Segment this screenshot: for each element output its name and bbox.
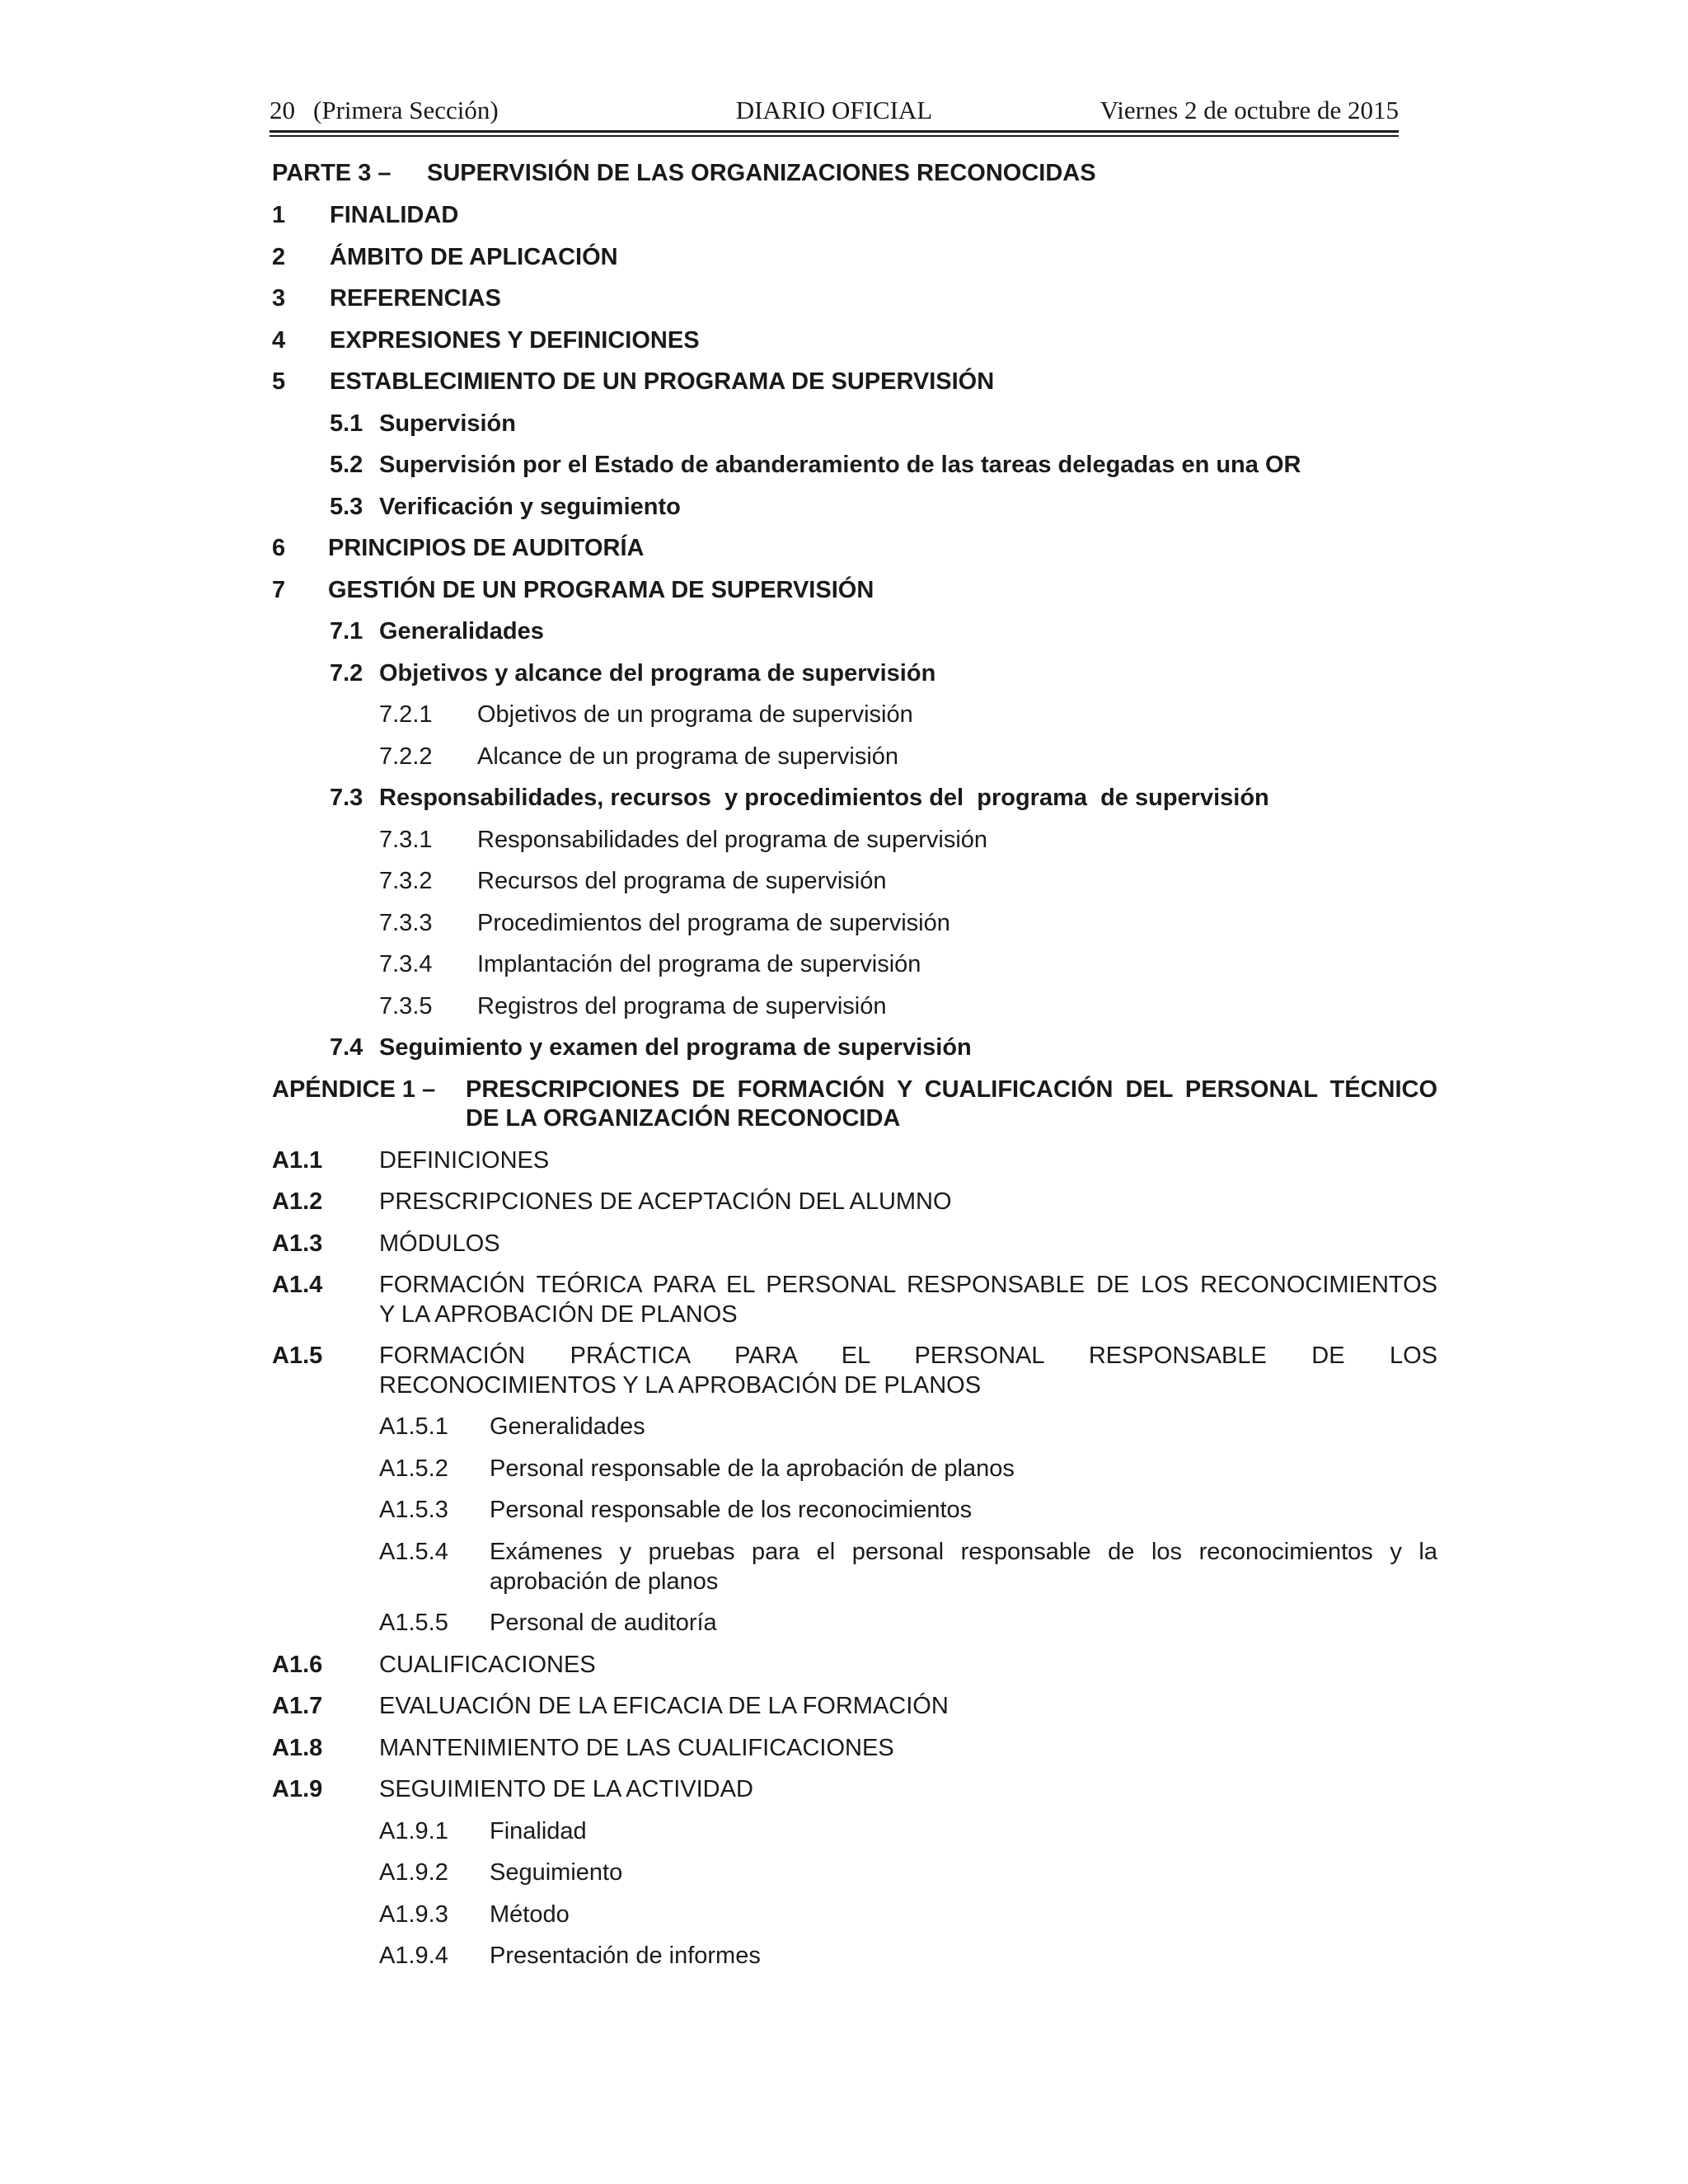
toc-number: 7.3.3 (379, 910, 433, 936)
toc-entry: Finalidad (490, 1818, 587, 1844)
toc-number: 7.2.2 (379, 743, 433, 770)
toc-number: A1.9.4 (379, 1943, 448, 1969)
toc-number: A1.1 (272, 1147, 323, 1174)
toc-number: A1.9.1 (379, 1818, 448, 1844)
toc-number: 4 (272, 327, 286, 354)
toc-entry: CUALIFICACIONES (379, 1652, 596, 1678)
toc-heading: Verificación y seguimiento (379, 494, 681, 520)
toc-number: 5.2 (330, 452, 363, 478)
toc-entry-line2: Y LA APROBACIÓN DE PLANOS (379, 1301, 738, 1328)
publication-name: DIARIO OFICIAL (735, 96, 933, 124)
toc-heading: PRINCIPIOS DE AUDITORÍA (328, 535, 645, 561)
toc-entry-line2: aprobación de planos (490, 1568, 719, 1595)
toc-number: A1.5 (272, 1343, 323, 1369)
toc-number: A1.8 (272, 1735, 323, 1761)
toc-number: A1.3 (272, 1230, 323, 1257)
toc-entry-line1: Exámenes y pruebas para el personal responsable de los reconocimientos y la (490, 1539, 1437, 1565)
toc-entry: Método (490, 1901, 570, 1928)
toc-entry: Registros del programa de supervisión (477, 993, 887, 1019)
toc-entry: Personal de auditoría (490, 1610, 717, 1636)
toc-entry: Objetivos de un programa de supervisión (477, 701, 913, 728)
toc-number: A1.5.1 (379, 1413, 448, 1440)
part-3-label: PARTE 3 – (272, 160, 392, 186)
toc-heading: REFERENCIAS (330, 285, 501, 312)
toc-number: A1.5.3 (379, 1497, 448, 1523)
toc-entry: Implantación del programa de supervisión (477, 951, 921, 977)
toc-entry: Recursos del programa de supervisión (477, 868, 887, 894)
toc-heading: Generalidades (379, 618, 544, 644)
toc-heading: ÁMBITO DE APLICACIÓN (330, 244, 618, 270)
toc-entry: MÓDULOS (379, 1230, 500, 1257)
toc-entry: Seguimiento (490, 1859, 623, 1886)
toc-number: A1.9 (272, 1776, 323, 1802)
toc-heading: Responsabilidades, recursos y procedimientos del programa de supervisión (379, 785, 1269, 811)
toc-entry: DEFINICIONES (379, 1147, 550, 1174)
toc-entry: SEGUIMIENTO DE LA ACTIVIDAD (379, 1776, 753, 1802)
toc-number: A1.7 (272, 1693, 323, 1719)
toc-number: 3 (272, 285, 286, 312)
toc-entry-line1: FORMACIÓN TEÓRICA PARA EL PERSONAL RESPONSABLE DE LOS RECONOCIMIENTOS (379, 1272, 1437, 1298)
toc-heading: Supervisión (379, 410, 516, 437)
toc-entry: Personal responsable de la aprobación de planos (490, 1455, 1015, 1482)
toc-number: 5.3 (330, 494, 363, 520)
toc-entry-line1: FORMACIÓN PRÁCTICA PARA EL PERSONAL RESPONSABLE DE LOS (379, 1343, 1437, 1369)
toc-number: A1.6 (272, 1652, 323, 1678)
appendix-1-title-line1: PRESCRIPCIONES DE FORMACIÓN Y CUALIFICACIÓN DEL PERSONAL TÉCNICO (466, 1076, 1437, 1103)
toc-heading: FINALIDAD (330, 202, 459, 228)
toc-number: 7.1 (330, 618, 363, 644)
toc-number: 7.3.4 (379, 951, 433, 977)
toc-number: A1.4 (272, 1272, 323, 1298)
toc-number: 7.3.5 (379, 993, 433, 1019)
toc-heading: Seguimiento y examen del programa de supervisión (379, 1034, 972, 1061)
header-rule-top (270, 130, 1399, 133)
toc-entry: Presentación de informes (490, 1943, 761, 1969)
toc-entry: PRESCRIPCIONES DE ACEPTACIÓN DEL ALUMNO (379, 1188, 952, 1215)
part-3-title: SUPERVISIÓN DE LAS ORGANIZACIONES RECONOCIDAS (427, 160, 1096, 186)
toc-entry: MANTENIMIENTO DE LAS CUALIFICACIONES (379, 1735, 894, 1761)
publication-date: Viernes 2 de octubre de 2015 (1100, 96, 1399, 124)
appendix-1-title-line2: DE LA ORGANIZACIÓN RECONOCIDA (466, 1105, 901, 1132)
appendix-1-label: APÉNDICE 1 – (272, 1076, 436, 1103)
toc-number: 7.3 (330, 785, 363, 811)
toc-heading: Objetivos y alcance del programa de supervisión (379, 660, 936, 687)
toc-entry: Alcance de un programa de supervisión (477, 743, 899, 770)
section-name: (Primera Sección) (313, 96, 499, 124)
toc-entry: Procedimientos del programa de supervisión (477, 910, 950, 936)
toc-number: 6 (272, 535, 286, 561)
header-rule-bottom (270, 135, 1399, 137)
toc-number: 5 (272, 368, 286, 395)
toc-number: A1.9.2 (379, 1859, 448, 1886)
toc-number: 2 (272, 244, 286, 270)
toc-number: 7.2 (330, 660, 363, 687)
toc-number: A1.2 (272, 1188, 323, 1215)
toc-entry-line2: RECONOCIMIENTOS Y LA APROBACIÓN DE PLANOS (379, 1372, 982, 1399)
toc-number: 7.3.1 (379, 827, 433, 853)
toc-number: A1.5.2 (379, 1455, 448, 1482)
toc-number: A1.5.5 (379, 1610, 448, 1636)
page-number: 20 (270, 96, 295, 124)
toc-heading: ESTABLECIMIENTO DE UN PROGRAMA DE SUPERVISIÓN (330, 368, 995, 395)
toc-heading: Supervisión por el Estado de abanderamiento de las tareas delegadas en una OR (379, 452, 1301, 478)
toc-entry: Responsabilidades del programa de supervisión (477, 827, 988, 853)
toc-entry: EVALUACIÓN DE LA EFICACIA DE LA FORMACIÓN (379, 1693, 949, 1719)
toc-number: A1.9.3 (379, 1901, 448, 1928)
toc-number: 5.1 (330, 410, 363, 437)
page-header (270, 92, 1399, 129)
toc-number: 7.4 (330, 1034, 363, 1061)
toc-heading: GESTIÓN DE UN PROGRAMA DE SUPERVISIÓN (328, 577, 874, 603)
toc-number: A1.5.4 (379, 1539, 448, 1565)
toc-number: 1 (272, 202, 286, 228)
toc-heading: EXPRESIONES Y DEFINICIONES (330, 327, 700, 354)
toc-number: 7.2.1 (379, 701, 433, 728)
toc-number: 7.3.2 (379, 868, 433, 894)
toc-entry: Generalidades (490, 1413, 645, 1440)
toc-number: 7 (272, 577, 286, 603)
toc-entry: Personal responsable de los reconocimientos (490, 1497, 973, 1523)
